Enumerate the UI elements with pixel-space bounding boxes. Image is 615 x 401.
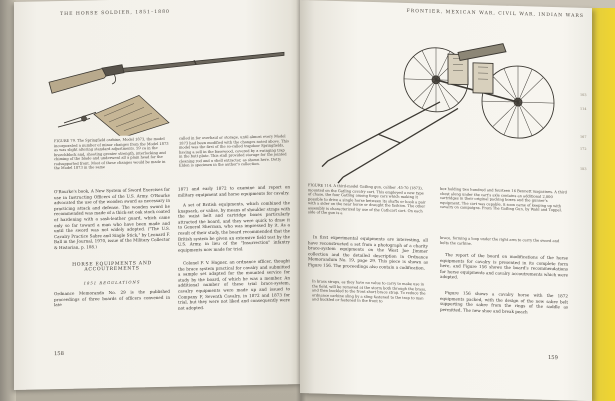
right-running-head: FRONTIER, MEXICAN WAR, CIVIL WAR, INDIAN WARS — [406, 8, 584, 19]
left-figure-caption-continued: called in for overhaul or storage, until almost every Model 1873 had been modified with the changes noted above. This model was the first of the so-called trapdoor Springfields, having a sell in the basewood, covered by a swinging trap in the butt plate. This stall provided storage for the jointed cleaning rod and a shell extractor, as shown here. Dotty Eldon is specimen in the author's collection. — [179, 134, 289, 168]
ammunition-boxes — [448, 54, 493, 93]
carbine-drawing — [49, 52, 284, 93]
left-col1-bottom: Ordnance Memoranda No. 29 is the published proceedings of three boards of officers convened in late — [54, 288, 170, 308]
rifle-illustration — [44, 22, 294, 137]
gatling-barrels — [458, 42, 506, 61]
carbine-stock — [49, 68, 110, 93]
left-page — [14, 0, 302, 390]
right-col2-para2: Figure 156 shows a cavalry horse with the 1872 equipments packed, with the design of the new sabre belt supporting the sabre from the rings of the saddle as permitted. The new shoe and break peach — [440, 290, 568, 315]
subheading: 1851 REGULATIONS — [83, 279, 141, 286]
carbine-barrel — [104, 52, 284, 74]
carbine-lock — [102, 65, 124, 76]
right-col2-para1: The report of the board on modifications of the horse equipments for cavalry is presented in its complete form here, and Figure 156 shows the board's recommendations for horse equipments and cavalry accoutrements which were adopted. — [440, 252, 568, 280]
edge-mark: 103 — [580, 92, 587, 98]
right-col1-para2: In brass straps, as they have no value to carry to make use in the field, will be removed at the storm both through the brass, and then buckled to the front short brace strap. To reduce the ordnance carbine sling by a sling fastened to the trap to man and buckled or fastened in the front to — [312, 279, 427, 304]
butt-stock-detail — [58, 95, 169, 138]
edge-mark: 172 — [580, 146, 587, 152]
right-figure-caption: FIGURE 114. A third-model Gatling gun, caliber .45-70 (1873), mounted on the Gatling cavalry cart. This employed a new type of chase, the four Gatling among forge cars which making it possible to drive a single horse between its shafts or hook a pair with a sider on the near horse or draught the fashion. The other assembly is characterized by use of the Cathcart cart. On each side of the gun is a — [308, 183, 426, 216]
left-page-number: 158 — [54, 350, 64, 358]
left-col2-para3: Colonel F. V. Hagner, an ordnance officer, thought the brace system practical for cavalry and submitted a sample set adapted for the mounted service for study by the board, of which he was a member. An additional number of these trial brace-system, cavalry equipments were made up and issued to Company F, Seventh Cavalry, in 1872 and 1873 for trial, but they were not liked and consequently were not adopted. — [178, 258, 290, 311]
left-col2-para2: A set of British equipments, which combined the knapsack, or valise, by means of shoulder straps with the waist belt and cartridge boxes particularly attracted the board, and they were quick to draw it to General Sherman, who was impressed by it. As a result of their study, the board recommended that the British system be given an extensive field test by the U.S. Army, in lieu of the "Insurrection" infantry equipments now made for trial. — [178, 200, 291, 253]
left-running-head: THE HORSE SOLDIER, 1851–1880 — [60, 9, 170, 18]
gatling-gun-illustration — [308, 18, 578, 196]
right-figure-caption-col2: box holding two hundred and fourteen 16 Bennett magazines. A third chest along under the cart's axle contains an additional 2,000 cartridges in their original packing boxes and the gunner's equipment. The cart was capable, it soon came of keeping up with cavalry on campaigns. From The Gatling Gun, by Wahl and Toppel. — [440, 186, 567, 213]
section-heading: HORSE EQUIPMENTS AND ACCOUTREMENTS — [72, 261, 152, 273]
right-page-number: 159 — [548, 354, 558, 362]
right-col2-para0: brace, forming a loop under the right arm to carry the sword and belts the carbine. — [440, 235, 560, 246]
left-col1-paragraph: O'Rourke's book, A New System of Sword Exercises for use in Instructing Officers of the U.S. Army. O'Rourke advocated the use of the wooden sword as necessary in practicing attack and defense. The wooden sword he recommended was made of a thick-set oak stock coated of hardening with a sash-leather guard, which came only so far toward a man who have been made and until the sword was not widely adopted. ("The U.S. Cavalry Practice Sabre and Single Stick," by Leonard F. Ball in the Journal, 1970, issue of the Military Collector & Historian, p. 108.) — [54, 186, 170, 251]
right-col1-para1: In first experimental equipments are interesting, all have reconstructed a set from a photograph of a charity brace-system equipments on the West Joe Jimmer collection and the detailed description in Ordnance Memorandum No. 19, page 29. This piece is shown as Figure 156. The proceedings also contain a codification. — [308, 234, 428, 271]
edge-mark: 183 — [580, 166, 587, 172]
left-figure-caption: FIGURE 79. The Springfield carbine, Model 1873, the model incorporated a number of minor changes from the Model 1873 as was slight altering standard adjustments. 59 ca in the breechblock and, shooting greater strength, interlocking and chiming of the blade and underwent all a plain head for the rodsupported front. Most of these changes would be made in the Model 1873 in the same — [54, 136, 169, 171]
left-col2-para1: 1871 and early 1872 to examine and report on military equipment and horse equipments for cavalry. — [178, 184, 290, 198]
edge-mark: 167 — [580, 134, 587, 140]
right-page — [300, 0, 592, 401]
edge-mark: 114 — [580, 106, 587, 112]
